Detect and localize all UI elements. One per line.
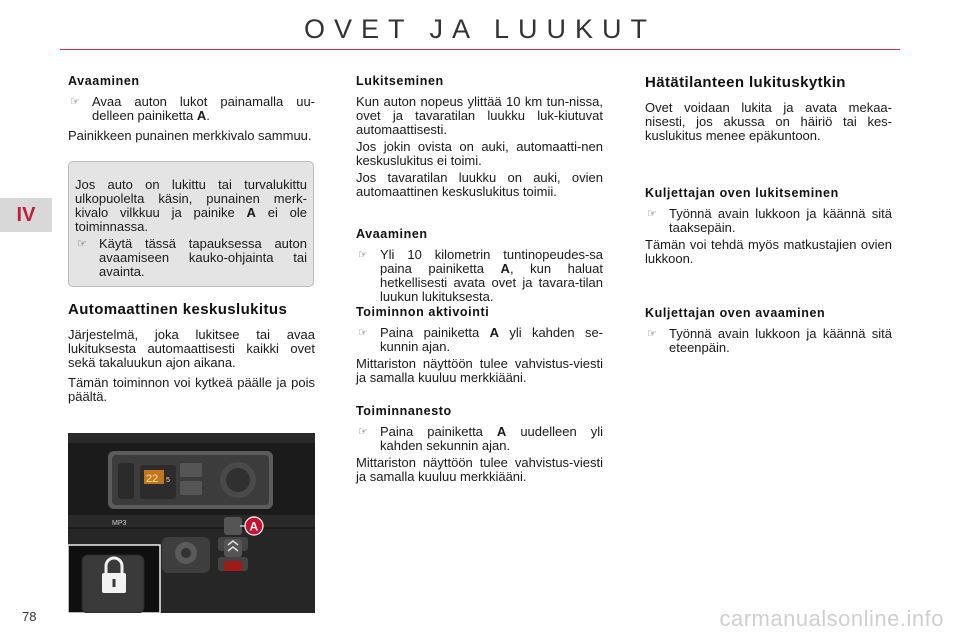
section-heading: Hätätilanteen lukituskytkin xyxy=(645,74,846,91)
section-heading: Automaattinen keskuslukitus xyxy=(68,301,288,318)
display-small-value: 5 xyxy=(166,477,170,484)
note-bullet: ☞ Käytä tässä tapauksessa auton avaamiseen kauko-ohjainta tai avainta. xyxy=(77,236,307,279)
paragraph: Ovet voidaan lukita ja avata mekaa-nisesti, jos akussa on häiriö tai kes-kuslukitus menee epäkuntoon. xyxy=(645,100,892,143)
paragraph: Järjestelmä, joka lukitsee tai avaa lukituksesta automaattisesti kaikki ovet sekä takaluukun ajon aikana. xyxy=(68,327,315,370)
paragraph: Tämän voi tehdä myös matkustajien ovien lukkoon. xyxy=(645,237,892,266)
col2-activation-section xyxy=(356,305,603,385)
bullet-item: ☞ Yli 10 kilometrin tuntinopeudes-sa paina painiketta A, kun haluat hetkellisesti avata ovet ja tavara-tilan luukun lukituksesta. xyxy=(358,247,604,304)
paragraph: Mittariston näyttöön tulee vahvistus-viesti ja samalla kuuluu merkkiääni. xyxy=(356,455,603,484)
paragraph: Tämän toiminnon voi kytkeä päälle ja pois päältä. xyxy=(68,375,315,404)
col1-opening-section xyxy=(68,74,315,143)
bullet-item: ☞ Työnnä avain lukkoon ja käännä sitä eteenpäin. xyxy=(647,326,892,355)
col3-driver-unlock-section xyxy=(645,306,892,355)
mp3-label: MP3 xyxy=(112,520,127,527)
note-paragraph: Jos auto on lukittu tai turvalukittu ulkopuolelta käsin, punainen merk-kivalo vilkkuu ja painike A ei ole toiminnassa. xyxy=(75,177,307,234)
pointing-finger-icon: ☞ xyxy=(77,238,87,250)
paragraph: Painikkeen punainen merkkivalo sammuu. xyxy=(68,128,312,143)
bullet-item: ☞ Avaa auton lukot painamalla uu-delleen painiketta A. xyxy=(70,94,315,123)
watermark: carmanualsonline.info xyxy=(719,606,944,631)
temperature-display: 22 xyxy=(146,473,159,485)
bullet-item: ☞ Paina painiketta A uudelleen yli kahden sekunnin ajan. xyxy=(358,424,603,453)
pointing-finger-icon: ☞ xyxy=(358,249,368,261)
center-console-illustration xyxy=(68,433,315,613)
section-heading: Lukitseminen xyxy=(356,74,444,88)
col3-emergency-section xyxy=(645,74,892,143)
button-reference: A xyxy=(489,325,499,340)
section-heading: Toiminnanesto xyxy=(356,404,452,418)
col2-opening-section xyxy=(356,227,603,304)
button-reference: A xyxy=(500,261,510,276)
pointing-finger-icon: ☞ xyxy=(647,208,657,220)
button-reference: A xyxy=(196,108,207,123)
col3-driver-lock-section xyxy=(645,186,892,266)
col2-deactivation-section xyxy=(356,404,603,484)
col1-auto-section xyxy=(68,301,315,404)
paragraph: Kun auton nopeus ylittää 10 km tun-nissa, ovet ja tavaratilan luukku luk-kiutuvat automaattisesti. xyxy=(356,94,603,137)
section-heading: Kuljettajan oven lukitseminen xyxy=(645,186,839,200)
page-number: 78 xyxy=(22,609,37,624)
button-reference: A xyxy=(496,424,507,439)
button-reference: A xyxy=(246,205,256,220)
dashboard-photo xyxy=(68,433,315,613)
section-heading: Avaaminen xyxy=(356,227,428,241)
col2-locking-section xyxy=(356,74,603,199)
svg-text:A: A xyxy=(249,519,259,534)
pointing-finger-icon: ☞ xyxy=(647,328,657,340)
title-divider xyxy=(60,49,900,50)
note-box xyxy=(68,161,314,287)
section-heading: Kuljettajan oven avaaminen xyxy=(645,306,826,320)
chapter-tab: IV xyxy=(0,198,52,232)
pointing-finger-icon: ☞ xyxy=(358,327,368,339)
bullet-item: ☞ Työnnä avain lukkoon ja käännä sitä taaksepäin. xyxy=(647,206,892,235)
paragraph: Mittariston näyttöön tulee vahvistus-viesti ja samalla kuuluu merkkiääni. xyxy=(356,356,603,385)
page-title: OVET JA LUUKUT xyxy=(303,14,657,44)
section-heading: Avaaminen xyxy=(68,74,140,88)
bullet-item: ☞ Paina painiketta A yli kahden se-kunnin ajan. xyxy=(358,325,603,354)
paragraph: Jos jokin ovista on auki, automaatti-nen keskuslukitus ei toimi. xyxy=(356,139,603,168)
pointing-finger-icon: ☞ xyxy=(358,426,368,438)
pointing-finger-icon: ☞ xyxy=(70,96,80,108)
button-a-marker xyxy=(245,517,263,535)
section-heading: Toiminnon aktivointi xyxy=(356,305,490,319)
paragraph: Jos tavaratilan luukku on auki, ovien automaattinen keskuslukitus toimii. xyxy=(356,170,603,199)
